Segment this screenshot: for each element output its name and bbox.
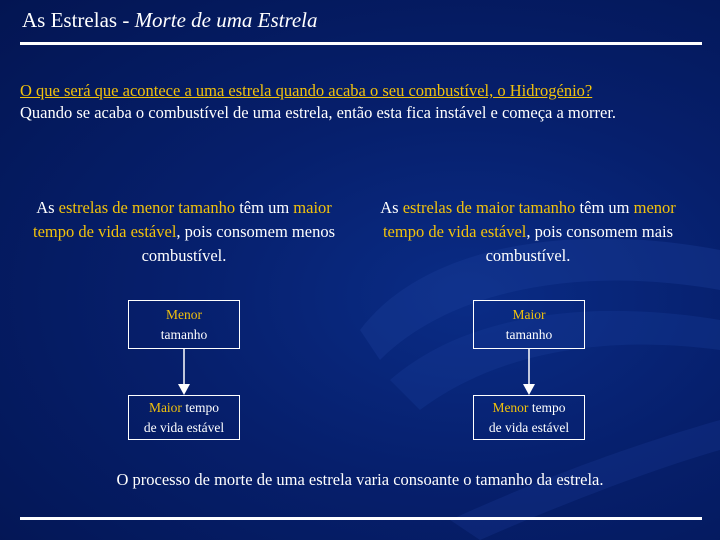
highlight-small-stars: estrelas de menor tamanho [58,198,236,217]
arrow-down-icon [523,349,535,395]
highlight-longer-life: maior tempo de vida estável [33,198,332,241]
box-highlight: Menor [166,306,202,322]
title-subtitle: Morte de uma Estrela [134,8,318,32]
intro-statement: Quando se acaba o combustível de uma estrela, então esta fica instável e começa a morrer. [20,103,617,122]
text-fragment: , pois consomem menos combustível. [141,222,335,265]
box-longer-lifetime [128,395,240,440]
text-fragment: As [380,198,403,217]
highlight-large-stars: estrelas de maior tamanho [402,198,576,217]
box-highlight: Maior [512,306,546,322]
box-text: de vida estável [488,419,570,435]
box-text: tempo [181,399,220,415]
arrow-down-icon [178,349,190,395]
box-text: de vida estável [143,419,225,435]
slide-title [22,8,318,33]
highlight-shorter-life: menor tempo de vida estável [382,198,676,241]
text-fragment: têm um [575,198,634,217]
title-divider [20,42,702,45]
conclusion-text: O processo de morte de uma estrela varia consoante o tamanho da estrela. [116,470,604,489]
text-fragment: As [36,198,59,217]
box-highlight: Menor [492,399,529,415]
question-link[interactable]: O que será que acontece a uma estrela quando acaba o seu combustível, o Hidrogénio? [20,81,593,100]
box-text: tamanho [160,326,208,342]
box-line [129,398,239,418]
box-shorter-lifetime [473,395,585,440]
box-smaller-size [128,300,240,349]
box-text: tamanho [505,326,553,342]
box-line [474,398,584,418]
large-stars-text [363,196,693,268]
box-highlight: Maior [148,399,182,415]
small-stars-text [19,196,349,268]
box-text: tempo [528,399,566,415]
text-fragment: , pois consomem mais combustível. [485,222,674,265]
footer-divider [20,517,702,520]
box-larger-size [473,300,585,349]
intro-text [20,80,690,124]
text-fragment: têm um [235,198,294,217]
title-main: As Estrelas - [22,8,135,32]
